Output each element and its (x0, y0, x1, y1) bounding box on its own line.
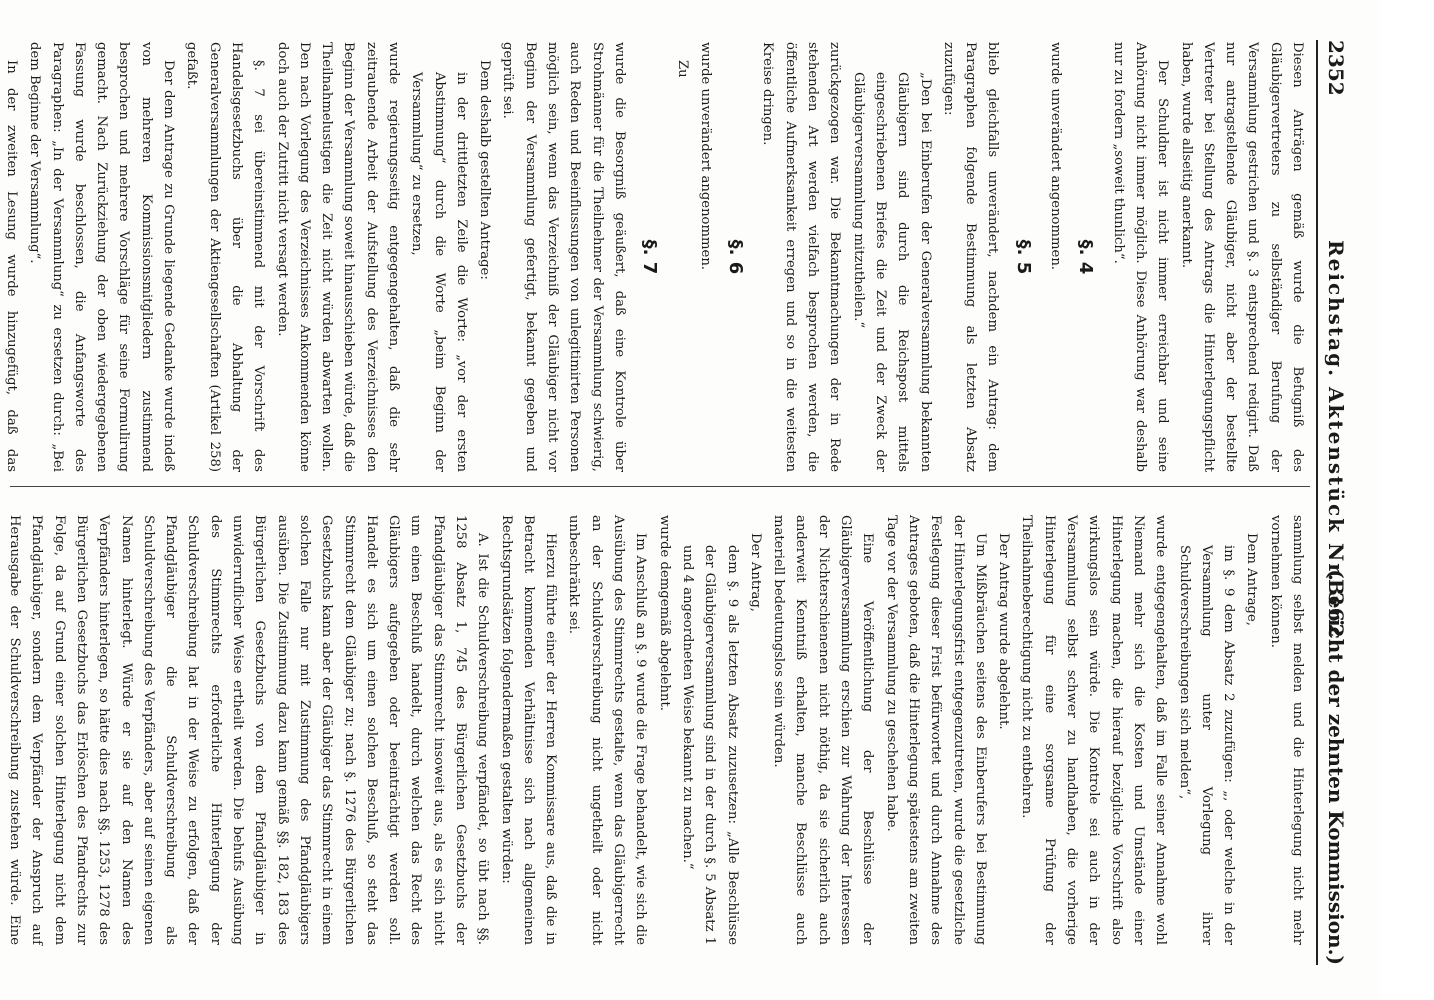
paragraph: wurde demgemäß abgelehnt. (656, 515, 672, 711)
paragraph: Der Schuldner ist nicht immer erreichbar und seine Anhörung nicht immer möglich. Diese Anhörung war deshalb nur zu fordern „soweit thunlich“. (1110, 42, 1171, 472)
column-divider (10, 486, 1310, 487)
paragraph: Dem Antrage, (1244, 533, 1260, 626)
paragraph: Der dem Antrage zu Grunde liegende Gedanke wurde indeß von mehreren Kommissionsmitgliedern zustimmend besprochen und mehrere Vorschläge für seine Formulirung gemacht. Nach Zurückziehung der oben wiedergegebenen Fassung wurde beschlossen, die Anfangsworte des Paragraphen: „In der Versammlung“ zu ersetzen durch: „Bei dem Beginne der Versammlung“. (27, 42, 177, 472)
section-intro: Zu (674, 60, 690, 78)
page-title: Reichstag. Aktenstück Nr. 362. (1324, 240, 1348, 649)
paragraph: zurückgezogen war. Die Bekanntmachungen der in Rede stehenden Art werden vielfach besprochen werden, die öffentliche Aufmerksamkeit erregen und so in die weitesten Kreise dringen. (760, 42, 843, 472)
paragraph: Dem deshalb gestellten Antrage: (477, 60, 493, 280)
paragraph: Der Antrag wurde abgelehnt. (996, 533, 1012, 730)
paragraph: dem §. 9 als letzten Absatz zuzusetzen: „Alle Beschlüsse der Gläubigerversammlung sind in der durch §. 5 Absatz 1 und 4 angeordneten Weise bekannt zu machen.“ (679, 545, 740, 945)
paragraph: Im Anschluß an §. 9 wurde die Frage behandelt, wie sich die Ausübung des Stimmrechts gestalte, wenn das Gläubigerrecht an der Schuldverschreibung nicht ungetheilt oder nicht unbeschränkt sei. (566, 515, 649, 945)
paragraph: Der Antrag, (747, 533, 763, 612)
paragraph: wurde regierungsseitig entgegengehalten, daß die sehr zeitraubende Arbeit der Aufstellung des Verzeichnisses den Beginn der Versammlung soweit hinausschieben würde, daß die Theilnahmelustigen die Zeit nicht würden abwarten wollen. Den nach Vorlegung des Verzeichnisses Ankommenden könne doch auch der Zutritt nicht versagt werden. (274, 42, 402, 472)
paragraph: „Den bei Einberufen der Generalversammlung bekannten Gläubigern sind durch die Reichspost mittels eingeschriebenen Briefes die Zeit und der Zweck der Gläubigerversammlung mitzutheilen.“ (850, 72, 933, 472)
paragraph: In der zweiten Lesung wurde hinzugefügt, daß das (3, 60, 19, 472)
paragraph: wurde unverändert angenommen. (697, 42, 713, 270)
left-column (0, 42, 1308, 472)
paragraph: wurde entgegengehalten, daß im Falle seiner Annahme wohl Niemand mehr sich die Kosten und Umstände einer Hinterlegung machen, die hierauf bezügliche Vorschrift also wirkungslos sein würde. Die Kontrole sei auch in der Versammlung selbst schwer zu handhaben, die vorherige Hinterlegung für eine sorgsame Prüfung der Theilnahmeberechtigung nicht zu entbehren. (1019, 515, 1169, 945)
paragraph: blieb gleichfalls unverändert, nachdem ein Antrag: dem Paragraphen folgende Bestimmung als letzten Absatz zuzufügen: (940, 42, 1001, 472)
paragraph: wurde die Besorgniß geäußert, daß eine Kontrole über Strohmänner für die Theilnehmer der Versammlung schwierig, auch Reden und Beeinflussungen von unlegitimirten Personen möglich sein, wenn das Verzeichniß der Gläubiger nicht vor Beginn der Versammlung gefertigt, bekannt gegeben und geprüft sei. (500, 42, 627, 472)
paragraph: sammlung selbst melden und die Hinterlegung nicht mehr vornehmen können. (1267, 515, 1305, 945)
paragraph: A. Ist die Schuldverschreibung verpfändet, so übt nach §§. 1258 Absatz 1, 745 des Bürgerlichen Gesetzbuchs der Pfandgläubiger das Stimmrecht insoweit aus, als es sich nicht um einen Beschluß handelt, durch welchen das Recht des Gläubigers aufgegeben oder beeinträchtigt werden soll. Handelt es sich um einen solchen Beschluß, so steht das Stimmrecht dem Gläubiger zu; nach §. 1276 des Bürgerlichen Gesetzbuchs kann aber der Gläubiger das Stimmrecht in einem solchen Falle nur mit Zustimmung des Pfandgläubigers ausüben. Die Zustimmung dazu kann gemäß §§. 182, 183 des Bürgerlichen Gesetzbuchs von dem Pfandgläubiger in unwiderruflicher Weise ertheilt werden. Die behufs Ausübung des Stimmrechts erforderliche Hinterlegung der Schuldverschreibung hat in der Weise zu erfolgen, daß der Pfandgläubiger die Schuldverschreibung als Schuldverschreibung des Verpfänders, aber auf seinen eigenen Namen hinterlegt. Würde er sie auf den Namen des Verpfänders hinterlegen, so hätte dies nach §§. 1253, 1278 des Bürgerlichen Gesetzbuchs das Erlöschen des Pfandrechts zur Folge, da auf Grund einer solchen Hinterlegung nicht dem Pfandgläubiger, sondern dem Verpfänder der Anspruch auf Herausgabe der Schuldverschreibung zustehen würde. Eine (7, 515, 491, 945)
page-subtitle: (Bericht der zehnten Kommission.) (1324, 569, 1348, 965)
section-heading: §. 6 (725, 239, 747, 275)
paragraph: Diesen Anträgen gemäß wurde die Befugniß des Gläubigervertreters zu selbständiger Berufung der Versammlung gestrichen und §. 3 entsprechend redigirt. Daß nur antragstellende Gläubiger, nicht aber der bestellte Vertreter bei Stellung des Antrags die Hinterlegungspflicht haben, wurde allseitig anerkannt. (1178, 42, 1305, 472)
paragraph: Hierzu führte einer der Herren Kommissare aus, daß die in Betracht kommenden Verhältnisse sich nach allgemeinen Rechtsgrundsätzen folgendermaßen gestalten würden: (498, 515, 559, 945)
section-heading: §. 5 (1012, 239, 1034, 275)
paragraph: Eine Veröffentlichung der Beschlüsse der Gläubigerversammlung erschien zur Wahrung der Interessen der Nichterschienenen nicht nöthig, da sie sicherlich auch anderweit Kenntniß erhalten, manche Beschlüsse auch materiell bedeutungslos sein würden. (771, 515, 876, 945)
paragraph: wurde unverändert angenommen. (1048, 42, 1064, 270)
paragraph: Um Mißbräuchen seitens des Einberufers bei Bestimmung der Hinterlegungsfrist entgegenzutreten, wurde die gesetzliche Festlegung dieser Frist befürwortet und durch Annahme des Antrages geboten, daß die Hinterlegung spätestens am zweiten Tage vor der Versammlung zu geschehen habe. (883, 515, 988, 945)
paragraph: im §. 9 dem Absatz 2 zuzufügen: „, oder welche in der Versammlung unter Vorlegung ihrer Schuldverschreibungen sich melden“, (1176, 545, 1237, 945)
section-heading: §. 7 (639, 239, 661, 275)
paragraph: §. 7 sei übereinstimmend mit der Vorschrift des Handelsgesetzbuchs über die Abhaltung der Generalversammlungen der Aktiengesellschaften (Artikel 258) gefaßt. (184, 42, 267, 472)
page-number: 2352 (1324, 40, 1348, 96)
right-column (0, 515, 1308, 945)
page-header (1316, 40, 1352, 965)
paragraph: in der drittletzten Zeile die Worte: „vor der ersten Abstimmung“ durch die Worte „beim Beginn der Versammlung“ zu ersetzen, (409, 72, 469, 472)
section-heading: §. 4 (1075, 239, 1097, 275)
